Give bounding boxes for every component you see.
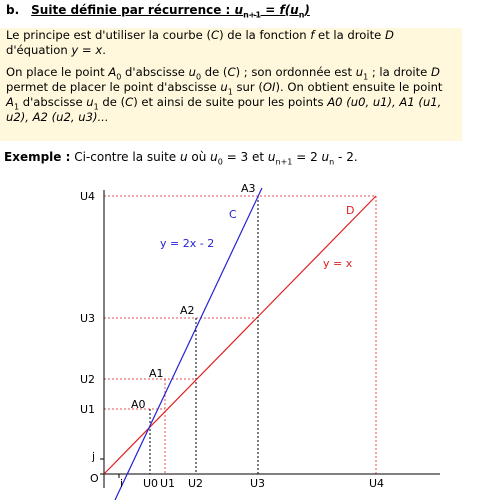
unit-j-label: j [92, 450, 96, 463]
x-tick-u0: U0 [143, 477, 159, 490]
section-number: b. [6, 3, 20, 17]
y-tick-u4: U4 [80, 190, 96, 203]
point-a0-label: A0 [131, 398, 146, 411]
x-tick-u4: U4 [369, 477, 385, 490]
recurrence-graph [0, 172, 480, 504]
unit-i-label: i [120, 477, 124, 490]
y-tick-u3: U3 [80, 312, 96, 325]
intro-paragraph-2: On place le point $A_0$ d'abscisse $u_0$ de (C) ; son ordonnée est $u_1$ ; la droite D permet de placer le point d'abscisse $u_1$ sur (OI). On obtient ensuite le point $A_1$ d'abscisse $u_1$ de (C) et ainsi de suite pour les points A0 (u0, u1), A1 (u1, u2), A2 (u2, u3)... [6, 65, 443, 124]
line-d-equation: y = x [323, 257, 353, 270]
section-title: Suite définie par récurrence : $u_{n+1} = f(u_n)$ [31, 3, 310, 20]
example-line: Exemple : Ci-contre la suite u où $u_0 = 3$ et $u_{n+1} = 2$ $u_n - 2$. [4, 150, 358, 167]
intro-box [0, 28, 462, 141]
points-list: A0 (u0, u1), A1 (u1, u2), A2 (u2, u3)... [6, 95, 442, 124]
curve-c-equation: y = 2x - 2 [160, 237, 215, 250]
intro-paragraph-1: Le principe est d'utiliser la courbe (C) de la fonction f et la droite D d'équation y = x. [6, 28, 394, 57]
y-tick-u1: U1 [80, 403, 96, 416]
example-label: Exemple : [4, 150, 71, 164]
point-a2-label: A2 [180, 304, 195, 317]
line-d-label: D [346, 204, 355, 217]
y-tick-u2: U2 [80, 373, 96, 386]
origin-label: O [90, 472, 99, 485]
curve-c [115, 188, 262, 500]
point-a3-label: A3 [241, 182, 256, 195]
x-tick-u2: U2 [188, 477, 204, 490]
point-a1-label: A1 [149, 367, 164, 380]
section-heading [6, 3, 310, 20]
x-tick-u1: U1 [160, 477, 176, 490]
x-tick-u3: U3 [250, 477, 266, 490]
line-d [104, 196, 376, 474]
curve-c-label: C [229, 208, 237, 221]
